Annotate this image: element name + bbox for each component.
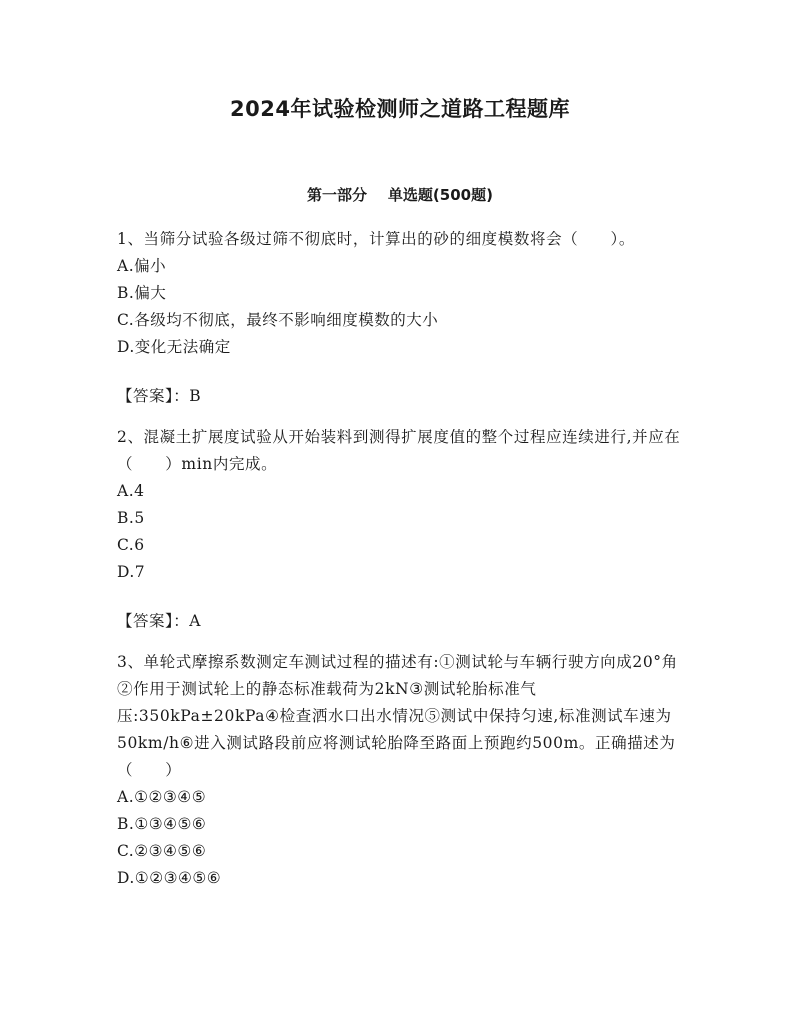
option-a: A.①②③④⑤	[117, 788, 207, 806]
option-d: D.变化无法确定	[117, 338, 231, 356]
section-title: 第一部分 单选题(500题)	[307, 186, 493, 204]
option-a: A.偏小	[117, 257, 167, 275]
option-c: C.各级均不彻底，最终不影响细度模数的大小	[117, 311, 439, 329]
answer-label: 【答案】：B	[117, 387, 202, 405]
option-b: B.偏大	[117, 284, 167, 302]
question-stem: 3、单轮式摩擦系数测定车测试过程的描述有:①测试轮与车辆行驶方向成20°角②作用于测试轮上的静态标准载荷为2kN③测试轮胎标准气压:350kPa±20kPa④检查洒水口出水情况⑤测试中保持匀速,标准测试车速为50km/h⑥进入测试路段前应将测试轮胎降至路面上预跑约500m。正确描述为（ ）	[117, 653, 678, 779]
question-list	[117, 226, 687, 892]
question-stem: 1、当筛分试验各级过筛不彻底时，计算出的砂的细度模数将会（ ）。	[117, 230, 635, 248]
option-a: A.4	[117, 482, 145, 500]
option-c: C.6	[117, 536, 145, 554]
question-stem: 2、混凝土扩展度试验从开始装料到测得扩展度值的整个过程应连续进行,并应在（ ）min内完成。	[117, 428, 681, 473]
question-2	[117, 424, 687, 635]
option-c: C.②③④⑤⑥	[117, 842, 207, 860]
option-list	[117, 784, 687, 892]
question-1	[117, 226, 687, 410]
option-list	[117, 478, 687, 586]
option-d: D.7	[117, 563, 146, 581]
option-b: B.5	[117, 509, 145, 527]
option-list	[117, 253, 687, 361]
option-b: B.①③④⑤⑥	[117, 815, 207, 833]
option-d: D.①②③④⑤⑥	[117, 869, 222, 887]
document-title: 2024年试验检测师之道路工程题库	[230, 97, 570, 121]
question-3	[117, 649, 687, 892]
answer-label: 【答案】：A	[117, 612, 201, 630]
